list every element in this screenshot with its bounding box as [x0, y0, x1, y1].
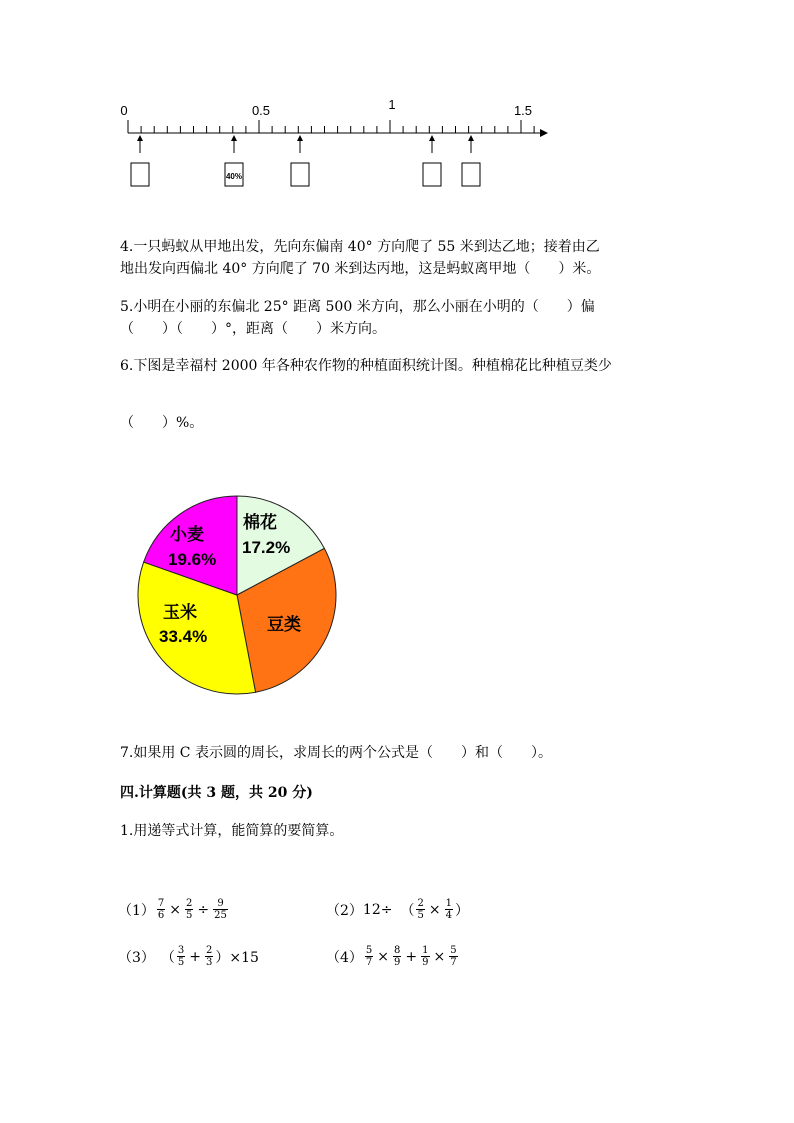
fraction-2-3: $\frac{2}{3}$: [206, 945, 213, 968]
slice-label-cotton: 棉花: [243, 513, 277, 532]
answer-box-2-value: 40%: [225, 172, 243, 181]
calc-item-2-lead: 12÷: [362, 901, 393, 918]
fraction-8-9: $\frac{8}{9}$: [394, 945, 401, 968]
question-7: 7.如果用 C 表示圆的周长，求周长的两个公式是（ ）和（ ）。: [120, 745, 552, 761]
fraction-7-6: $\frac{7}{6}$: [157, 898, 165, 921]
fraction-1-4: $\frac{1}{4}$: [445, 898, 452, 921]
plus-sign: +: [405, 948, 418, 965]
question-6-line-2: （ ）%。: [120, 415, 204, 431]
tick-label-1-5: 1.5: [513, 103, 533, 118]
times-sign: ×: [169, 901, 182, 918]
fraction-2-5: $\frac{2}{5}$: [417, 898, 424, 921]
open-paren: （: [160, 949, 175, 966]
calc-item-4-label: （4）: [326, 949, 363, 966]
close-paren-times-15: ）×15: [215, 949, 259, 966]
section-4-question-1: 1.用递等式计算，能简算的要简算。: [120, 823, 344, 839]
fraction-5-7: $\frac{5}{7}$: [365, 945, 373, 968]
open-paren: （: [400, 902, 415, 919]
slice-label-beans: 豆类: [267, 615, 301, 634]
answer-box-4[interactable]: [423, 163, 441, 186]
question-5-line-1: 5.小明在小丽的东偏北 25° 距离 500 米方向，那么小丽在小明的（ ）偏: [120, 299, 595, 315]
answer-box-5[interactable]: [462, 163, 480, 186]
slice-value-corn: 33.4%: [159, 627, 208, 646]
slice-value-cotton: 17.2%: [242, 538, 291, 557]
fraction-3-5: $\frac{3}{5}$: [177, 945, 185, 968]
fraction-5-7: $\frac{5}{7}$: [450, 945, 457, 968]
crop-area-pie-chart: [130, 490, 345, 705]
axis-arrow-head: [540, 129, 548, 137]
times-sign: ×: [433, 948, 446, 965]
question-4: [120, 236, 600, 280]
calc-item-1-label: （1）: [118, 902, 155, 919]
question-4-line-1: 4.一只蚂蚁从甲地出发，先向东偏南 40° 方向爬了 55 米到达乙地；接着由乙: [120, 239, 600, 255]
calc-item-4: [326, 945, 460, 968]
question-4-line-2: 地出发向西偏北 40° 方向爬了 70 米到达丙地，这是蚂蚁离甲地（ ）米。: [120, 261, 601, 277]
value-markers: [140, 137, 471, 153]
slice-label-wheat: 小麦: [170, 525, 204, 544]
times-sign: ×: [377, 948, 390, 965]
slice-label-corn: 玉米: [163, 603, 197, 622]
pie-slices: [138, 496, 336, 694]
tick-label-0-5: 0.5: [251, 103, 271, 118]
slice-value-wheat: 19.6%: [168, 550, 217, 569]
calc-item-3-label: （3）: [118, 949, 155, 966]
question-6-line-1: 6.下图是幸福村 2000 年各种农作物的种植面积统计图。种植棉花比种植豆类少: [120, 358, 612, 374]
tick-label-0: 0: [120, 103, 128, 118]
times-sign: ×: [428, 901, 441, 918]
number-line: [115, 90, 560, 195]
calc-item-2: [326, 898, 469, 921]
tick-label-1: 1: [388, 97, 396, 112]
fraction-9-25: $\frac{9}{25}$: [214, 898, 227, 921]
answer-box-1[interactable]: [131, 163, 149, 186]
fraction-2-5: $\frac{2}{5}$: [186, 898, 193, 921]
question-5: [120, 296, 595, 340]
calc-item-3: [118, 945, 259, 968]
section-4-title: 四.计算题(共 3 题，共 20 分): [120, 785, 313, 801]
calc-item-2-label: （2）: [326, 902, 363, 919]
calc-item-1: [118, 898, 230, 921]
fraction-1-9: $\frac{1}{9}$: [422, 945, 429, 968]
close-paren: ）: [454, 902, 469, 919]
divide-sign: ÷: [197, 901, 210, 918]
answer-box-3[interactable]: [291, 163, 309, 186]
question-5-line-2: （ ）（ ）°，距离（ ）米方向。: [120, 321, 386, 337]
plus-sign: +: [189, 948, 202, 965]
number-line-ticks: [128, 120, 534, 133]
